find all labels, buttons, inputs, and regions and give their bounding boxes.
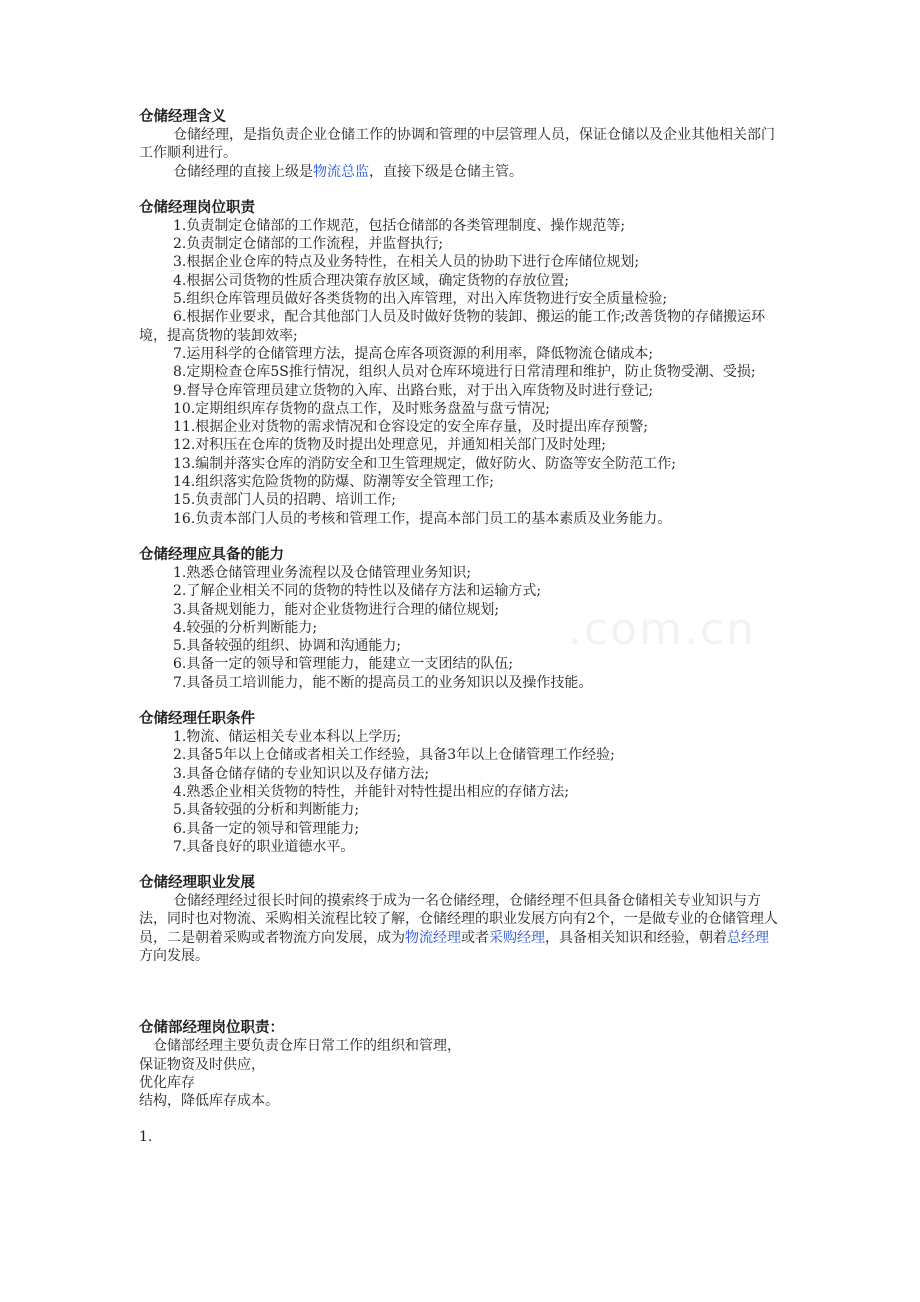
section-title-career: 仓储经理职业发展 xyxy=(139,875,255,892)
list-item: 1.物流、储运相关专业本科以上学历; xyxy=(173,729,402,746)
list-item: 4.根据公司货物的性质合理决策存放区域，确定货物的存放位置; xyxy=(173,272,570,289)
document-body xyxy=(139,108,779,1147)
list-item: 6.具备一定的领导和管理能力，能建立一支团结的队伍; xyxy=(173,656,514,673)
link-general-manager[interactable]: 总经理 xyxy=(727,929,769,946)
list-item: 1.熟悉仓储管理业务流程以及仓储管理业务知识; xyxy=(173,564,472,581)
dept-line-3: 优化库存 xyxy=(139,1074,195,1091)
list-item: 8.定期检查仓库5S推行情况，组织人员对仓库环境进行日常清理和维护，防止货物受潮、受损; xyxy=(173,364,756,381)
section-title-duties: 仓储经理岗位职责 xyxy=(139,199,255,216)
list-item: 7.具备良好的职业道德水平。 xyxy=(173,838,355,855)
list-item: 12.对积压在仓库的货物及时提出处理意见，并通知相关部门及时处理; xyxy=(173,437,606,454)
list-item: 3.具备规划能力，能对企业货物进行合理的储位规划; xyxy=(173,601,500,618)
reporting-paragraph xyxy=(139,163,779,181)
dept-line-5: 1. xyxy=(139,1129,153,1146)
section-title-requirements: 仓储经理任职条件 xyxy=(139,711,255,728)
list-item: 5.具备较强的组织、协调和沟通能力; xyxy=(173,638,402,655)
career-text-1: 仓储经理经过很长时间的摸索终于成为一名仓储经理，仓储经理不但具备仓储相关专业知识与方法，同时也对物流、采购相关流程比较了解，仓储经理的职业发展方向有2个，一是做专业的仓储管理人员，二是朝着采购或者物流方向发展，成为 xyxy=(139,893,778,946)
list-item: 15.负责部门人员的招聘、培训工作; xyxy=(173,492,396,509)
link-purchasing-manager[interactable]: 采购经理 xyxy=(489,929,545,946)
list-item: 11.根据企业对货物的需求情况和仓容设定的安全库存量，及时提出库存预警; xyxy=(173,419,648,436)
list-item: 9.督导仓库管理员建立货物的入库、出路台账，对于出入库货物及时进行登记; xyxy=(173,382,654,399)
list-item: 13.编制并落实仓库的消防安全和卫生管理规定，做好防火、防盗等安全防范工作; xyxy=(173,455,676,472)
list-item: 2.了解企业相关不同的货物的特性以及储存方法和运输方式; xyxy=(173,583,542,600)
link-logistics-director[interactable]: 物流总监 xyxy=(313,163,369,180)
list-item: 6.根据作业要求，配合其他部门人员及时做好货物的装卸、搬运的能工作;改善货物的存储搬运环境，提高货物的装卸效率; xyxy=(139,309,766,344)
career-text-4: 方向发展。 xyxy=(139,947,209,964)
list-item: 1.负责制定仓储部的工作规范，包括仓储部的各类管理制度、操作规范等; xyxy=(173,217,626,234)
career-paragraph xyxy=(139,892,779,965)
dept-line-2: 保证物资及时供应， xyxy=(139,1056,265,1073)
list-item: 4.熟悉企业相关货物的特性，并能针对特性提出相应的存储方法; xyxy=(173,783,570,800)
reporting-text-before: 仓储经理的直接上级是 xyxy=(173,163,313,180)
list-item: 14.组织落实危险货物的防爆、防潮等安全管理工作; xyxy=(173,474,494,491)
dept-line-1: 仓储部经理主要负责仓库日常工作的组织和管理， xyxy=(153,1038,461,1055)
career-text-2: 或者 xyxy=(461,929,489,946)
list-item: 10.定期组织库存货物的盘点工作，及时账务盘盈与盘亏情况; xyxy=(173,400,550,417)
section-title-definition: 仓储经理含义 xyxy=(139,109,226,125)
section-title-dept-duties: 仓储部经理岗位职责： xyxy=(139,1020,284,1037)
list-item: 5.组织仓库管理员做好各类货物的出入库管理，对出入库货物进行安全质量检验; xyxy=(173,291,668,308)
list-item: 4.较强的分析判断能力; xyxy=(173,619,318,636)
section-title-abilities: 仓储经理应具备的能力 xyxy=(139,546,284,563)
list-item: 7.运用科学的仓储管理方法，提高仓库各项资源的利用率，降低物流仓储成本; xyxy=(173,345,654,362)
list-item: 3.根据企业仓库的特点及业务特性，在相关人员的协助下进行仓库储位规划; xyxy=(173,254,640,271)
list-item: 5.具备较强的分析和判断能力; xyxy=(173,802,360,819)
reporting-text-after: ，直接下级是仓储主管。 xyxy=(369,163,523,180)
list-item: 16.负责本部门人员的考核和管理工作，提高本部门员工的基本素质及业务能力。 xyxy=(173,510,672,527)
list-item: 7.具备员工培训能力，能不断的提高员工的业务知识以及操作技能。 xyxy=(173,674,593,691)
list-item: 6.具备一定的领导和管理能力; xyxy=(173,820,360,837)
list-item: 2.负责制定仓储部的工作流程，并监督执行; xyxy=(173,236,444,253)
career-text-3: ，具备相关知识和经验，朝着 xyxy=(545,929,727,946)
list-item: 2.具备5年以上仓储或者相关工作经验，具备3年以上仓储管理工作经验; xyxy=(173,747,615,764)
list-item: 3.具备仓储存储的专业知识以及存储方法; xyxy=(173,765,430,782)
dept-line-4: 结构，降低库存成本。 xyxy=(139,1093,279,1110)
definition-paragraph: 仓储经理，是指负责企业仓储工作的协调和管理的中层管理人员，保证仓储以及企业其他相关部门工作顺利进行。 xyxy=(139,127,775,162)
link-logistics-manager[interactable]: 物流经理 xyxy=(405,929,461,946)
watermark: .com.cn xyxy=(568,604,757,655)
